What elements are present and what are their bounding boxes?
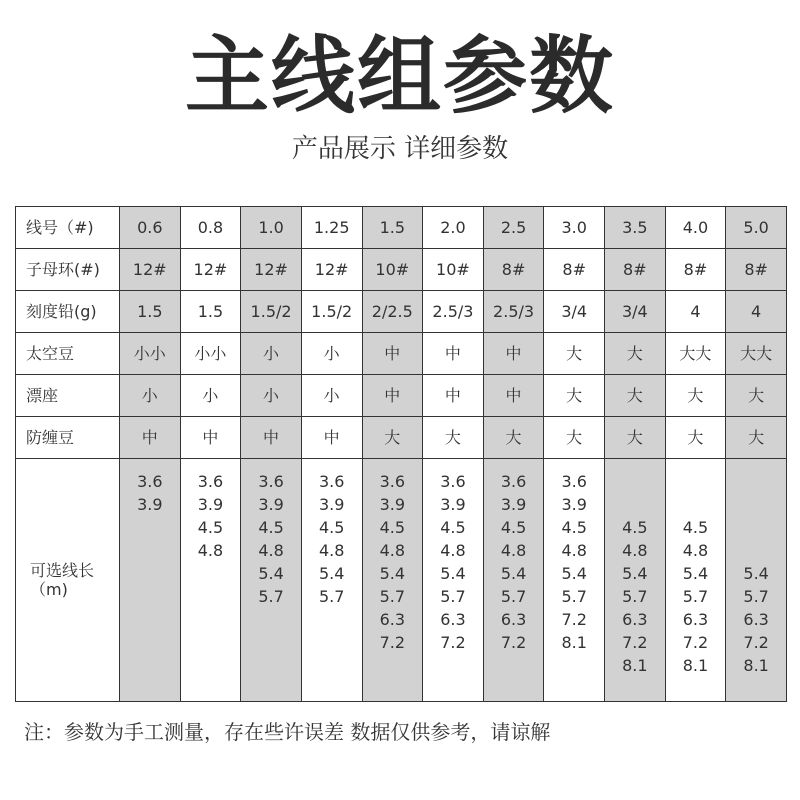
length-value: 7.2	[379, 633, 406, 652]
length-value: 3.6	[561, 472, 587, 491]
cell-ring-size: 10#	[423, 249, 484, 291]
cell-line-lengths	[301, 459, 362, 702]
cell-float-seat: 中	[483, 375, 544, 417]
cell-line-lengths	[544, 459, 605, 702]
length-value: 8.1	[622, 656, 648, 675]
length-value: 8.1	[682, 656, 709, 675]
row-header-line-length-part: 可选线长	[30, 561, 95, 580]
cell-line-lengths	[483, 459, 544, 702]
length-value: 6.3	[682, 610, 709, 629]
length-value: 8.1	[743, 656, 769, 675]
length-value: 5.7	[561, 587, 587, 606]
cell-space-bean: 中	[483, 333, 544, 375]
length-value	[726, 470, 786, 493]
cell-anti-tangle-bean: 中	[241, 417, 302, 459]
cell-line-size: 3.0	[544, 207, 605, 249]
length-value: 4.5	[500, 518, 527, 537]
cell-anti-tangle-bean: 大	[362, 417, 423, 459]
length-value: 3.9	[197, 495, 224, 514]
length-value: 6.3	[500, 610, 527, 629]
length-value	[726, 539, 786, 562]
length-value: 3.6	[258, 472, 284, 491]
cell-float-seat: 小	[120, 375, 181, 417]
length-value: 4.5	[258, 518, 284, 537]
cell-lead-weight: 1.5	[180, 291, 241, 333]
cell-ring-size: 12#	[180, 249, 241, 291]
row-header-line-length	[16, 459, 120, 702]
cell-anti-tangle-bean: 大	[483, 417, 544, 459]
cell-line-size: 1.0	[241, 207, 302, 249]
cell-space-bean: 大大	[665, 333, 726, 375]
length-value: 5.4	[622, 564, 648, 583]
cell-lead-weight: 1.5/2	[301, 291, 362, 333]
length-value: 5.7	[743, 587, 769, 606]
cell-float-seat: 中	[362, 375, 423, 417]
cell-ring-size: 8#	[544, 249, 605, 291]
cell-ring-size: 8#	[665, 249, 726, 291]
cell-lead-weight: 1.5	[120, 291, 181, 333]
length-value: 3.6	[500, 472, 527, 491]
length-value	[726, 493, 786, 516]
length-value: 5.7	[500, 587, 527, 606]
row-ring-size	[16, 249, 787, 291]
cell-line-lengths	[423, 459, 484, 702]
cell-space-bean: 大	[544, 333, 605, 375]
length-value: 3.6	[197, 472, 224, 491]
length-value: 5.4	[500, 564, 527, 583]
length-value: 3.6	[137, 472, 163, 491]
row-line-size	[16, 207, 787, 249]
row-header-line-length-part: （m)	[30, 580, 68, 599]
length-value: 5.4	[379, 564, 406, 583]
cell-ring-size: 8#	[726, 249, 787, 291]
cell-anti-tangle-bean: 中	[180, 417, 241, 459]
length-value: 5.4	[743, 564, 769, 583]
cell-space-bean: 小	[241, 333, 302, 375]
cell-lead-weight: 2.5/3	[483, 291, 544, 333]
length-value: 4.8	[440, 541, 466, 560]
cell-lead-weight: 1.5/2	[241, 291, 302, 333]
length-value: 4.5	[622, 518, 648, 537]
length-value: 3.9	[561, 495, 587, 514]
cell-line-size: 4.0	[665, 207, 726, 249]
cell-anti-tangle-bean: 大	[605, 417, 666, 459]
page-subtitle: 产品展示 详细参数	[291, 134, 509, 164]
length-value: 5.4	[682, 564, 709, 583]
cell-line-lengths	[180, 459, 241, 702]
cell-line-lengths	[665, 459, 726, 702]
cell-float-seat: 小	[180, 375, 241, 417]
cell-ring-size: 10#	[362, 249, 423, 291]
cell-anti-tangle-bean: 中	[301, 417, 362, 459]
cell-float-seat: 小	[301, 375, 362, 417]
cell-float-seat: 大	[605, 375, 666, 417]
length-value: 4.8	[379, 541, 406, 560]
page-title: 主线组参数	[184, 27, 615, 125]
row-header-ring-size: 子母环(#)	[16, 249, 120, 291]
length-value	[666, 470, 726, 493]
cell-lead-weight: 3/4	[605, 291, 666, 333]
length-value	[666, 493, 726, 516]
length-value: 4.5	[197, 518, 224, 537]
cell-line-size: 1.25	[301, 207, 362, 249]
length-value: 4.5	[440, 518, 466, 537]
parameter-table	[15, 206, 787, 702]
length-value	[605, 470, 665, 493]
cell-lead-weight: 2.5/3	[423, 291, 484, 333]
length-value: 3.9	[379, 495, 406, 514]
length-value: 5.7	[258, 587, 284, 606]
cell-ring-size: 8#	[605, 249, 666, 291]
cell-space-bean: 中	[362, 333, 423, 375]
cell-anti-tangle-bean: 大	[726, 417, 787, 459]
length-value: 5.4	[440, 564, 466, 583]
length-value: 7.2	[682, 633, 709, 652]
cell-lead-weight: 3/4	[544, 291, 605, 333]
length-value: 6.3	[743, 610, 769, 629]
length-value: 4.8	[197, 541, 224, 560]
length-value: 5.7	[379, 587, 406, 606]
cell-anti-tangle-bean: 大	[544, 417, 605, 459]
cell-float-seat: 中	[423, 375, 484, 417]
cell-line-size: 3.5	[605, 207, 666, 249]
cell-line-lengths	[241, 459, 302, 702]
length-value: 5.7	[682, 587, 709, 606]
cell-line-size: 0.6	[120, 207, 181, 249]
row-float-seat	[16, 375, 787, 417]
length-value: 6.3	[622, 610, 648, 629]
cell-line-size: 1.5	[362, 207, 423, 249]
length-value: 4.5	[561, 518, 587, 537]
disclaimer-note: 注：参数为手工测量，存在些许误差 数据仅供参考，请谅解	[24, 720, 551, 744]
length-value: 4.5	[379, 518, 406, 537]
length-value: 4.8	[561, 541, 587, 560]
length-value: 5.4	[561, 564, 587, 583]
length-value: 4.5	[682, 518, 709, 537]
length-value: 8.1	[561, 633, 587, 652]
row-header-lead-weight: 刻度铅(g)	[16, 291, 120, 333]
length-value: 5.4	[258, 564, 284, 583]
cell-line-lengths	[362, 459, 423, 702]
cell-line-size: 0.8	[180, 207, 241, 249]
length-value: 7.2	[561, 610, 587, 629]
cell-line-lengths	[726, 459, 787, 702]
cell-anti-tangle-bean: 中	[120, 417, 181, 459]
cell-space-bean: 大大	[726, 333, 787, 375]
row-lead-weight	[16, 291, 787, 333]
cell-space-bean: 中	[423, 333, 484, 375]
length-value: 5.7	[440, 587, 466, 606]
length-value	[726, 516, 786, 539]
length-value: 3.6	[440, 472, 466, 491]
length-value: 3.9	[318, 495, 345, 514]
length-value: 4.5	[318, 518, 345, 537]
length-value	[605, 493, 665, 516]
length-value: 3.9	[500, 495, 527, 514]
cell-line-lengths	[120, 459, 181, 702]
length-value: 7.2	[743, 633, 769, 652]
cell-float-seat: 小	[241, 375, 302, 417]
cell-float-seat: 大	[726, 375, 787, 417]
cell-anti-tangle-bean: 大	[665, 417, 726, 459]
row-header-anti-tangle-bean: 防缠豆	[16, 417, 120, 459]
length-value: 3.6	[318, 472, 345, 491]
cell-ring-size: 12#	[241, 249, 302, 291]
length-value: 3.9	[137, 495, 163, 514]
cell-lead-weight: 2/2.5	[362, 291, 423, 333]
cell-line-size: 2.5	[483, 207, 544, 249]
cell-space-bean: 小小	[120, 333, 181, 375]
length-value: 6.3	[379, 610, 406, 629]
cell-ring-size: 8#	[483, 249, 544, 291]
cell-lead-weight: 4	[726, 291, 787, 333]
row-anti-tangle-bean	[16, 417, 787, 459]
cell-space-bean: 大	[605, 333, 666, 375]
length-value: 3.9	[258, 495, 284, 514]
cell-line-size: 2.0	[423, 207, 484, 249]
row-line-length	[16, 459, 787, 702]
length-value: 3.6	[379, 472, 406, 491]
cell-anti-tangle-bean: 大	[423, 417, 484, 459]
length-value: 5.7	[622, 587, 648, 606]
cell-line-size: 5.0	[726, 207, 787, 249]
cell-space-bean: 小	[301, 333, 362, 375]
row-header-line-size: 线号（#)	[16, 207, 120, 249]
length-value: 7.2	[500, 633, 527, 652]
cell-line-lengths	[605, 459, 666, 702]
length-value: 4.8	[258, 541, 284, 560]
row-header-space-bean: 太空豆	[16, 333, 120, 375]
row-space-bean	[16, 333, 787, 375]
length-value: 4.8	[622, 541, 648, 560]
cell-float-seat: 大	[544, 375, 605, 417]
cell-lead-weight: 4	[665, 291, 726, 333]
length-value: 5.7	[318, 587, 345, 606]
cell-space-bean: 小小	[180, 333, 241, 375]
length-value: 6.3	[440, 610, 466, 629]
length-value: 5.4	[318, 564, 345, 583]
length-value: 7.2	[440, 633, 466, 652]
length-value: 4.8	[500, 541, 527, 560]
cell-ring-size: 12#	[120, 249, 181, 291]
length-value: 4.8	[682, 541, 709, 560]
length-value: 4.8	[318, 541, 345, 560]
cell-ring-size: 12#	[301, 249, 362, 291]
cell-float-seat: 大	[665, 375, 726, 417]
length-value: 7.2	[622, 633, 648, 652]
row-header-float-seat: 漂座	[16, 375, 120, 417]
length-value: 3.9	[440, 495, 466, 514]
